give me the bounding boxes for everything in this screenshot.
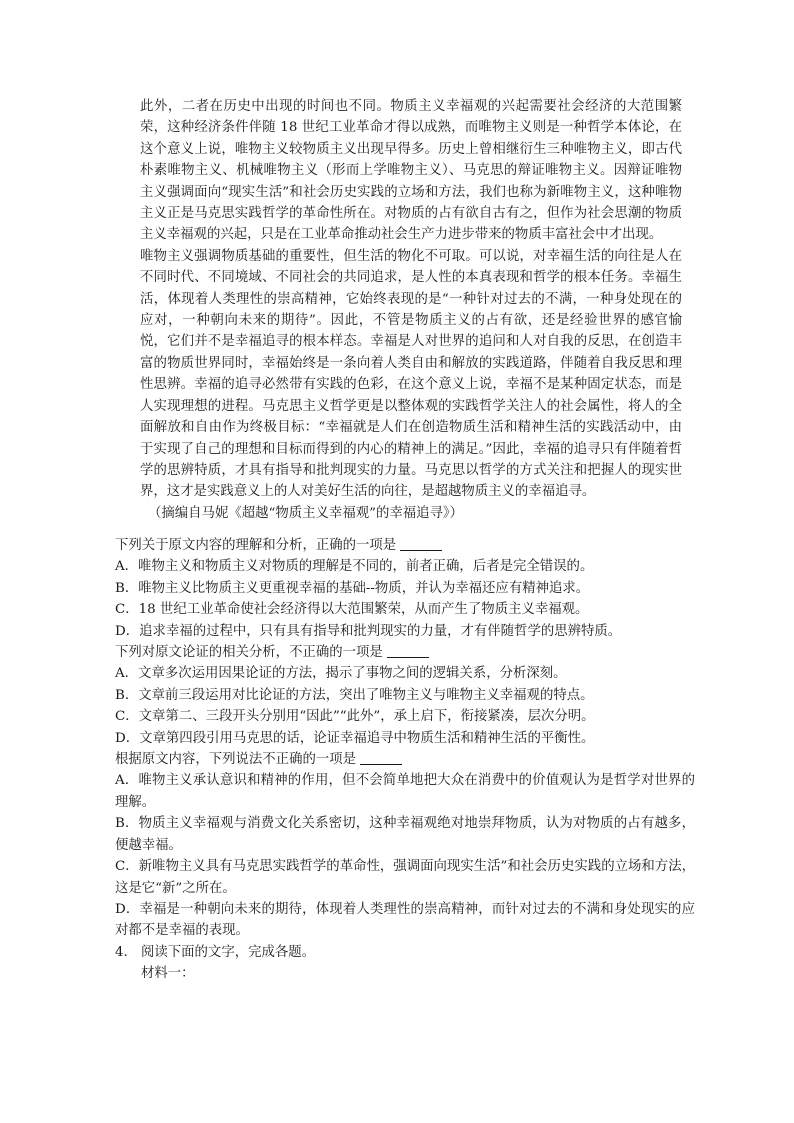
question-1-option-b: B．唯物主义比物质主义更重视幸福的基础--物质，并认为幸福还应有精神追求。: [115, 580, 590, 596]
question-2-option-c: C．文章第二、三段开头分别用“因此”“此外”，承上启下，衔接紧凑，层次分明。: [115, 709, 595, 725]
question-1: [115, 535, 695, 642]
question-3-option-c: C．新唯物主义具有马克思实践哲学的革命性，强调面向现实生活”和社会历史实践的立场和方法，这是它“新”之所在。: [115, 859, 695, 896]
question-3-stem-text: 根据原文内容，下列说法不正确的一项是: [115, 752, 357, 768]
question-2-stem: [115, 642, 695, 663]
question-3-stem: [115, 749, 695, 770]
answer-blank: [400, 536, 442, 551]
question-4-number: 4.: [115, 944, 128, 960]
question-1-option-c: C．18 世纪工业革命使社会经济得以大范围繁荣，从而产生了物质主义幸福观。: [115, 602, 589, 618]
question-2-option-d: D．文章第四段引用马克思的话，论证幸福追寻中物质生活和精神生活的平衡性。: [115, 730, 595, 746]
question-3-option-a: A．唯物主义承认意识和精神的作用，但不会简单地把大众在消费中的价值观认为是哲学对世界的理解。: [115, 773, 695, 810]
passage-source: （摘编自马妮《超越“物质主义幸福观”的幸福追寻》）: [148, 505, 463, 521]
questions: [115, 535, 695, 985]
passage: [140, 96, 682, 524]
question-1-stem-text: 下列关于原文内容的理解和分析，正确的一项是: [115, 538, 397, 553]
question-2-stem-text: 下列对原文论证的相关分析，不正确的一项是: [115, 645, 383, 661]
material-heading: 材料一：: [141, 966, 195, 982]
question-1-stem: [115, 535, 695, 556]
question-1-option-d: D．追求幸福的过程中，只有具有指导和批判现实的力量，才有伴随哲学的思辨特质。: [115, 623, 622, 639]
question-3-option-b: B．物质主义幸福观与消费文化关系密切，这种幸福观绝对地崇拜物质，认为对物质的占有越多，便越幸福。: [115, 816, 695, 853]
question-3-option-d: D．幸福是一种朝向未来的期待，体现着人类理性的崇高精神，而针对过去的不满和身处现实的应对都不是幸福的表现。: [115, 901, 695, 939]
answer-blank: [387, 643, 429, 658]
question-2-option-b: B．文章前三段运用对比论证的方法，突出了唯物主义与唯物主义幸福观的特点。: [115, 687, 594, 703]
passage-paragraph-1: 此外，二者在历史中出现的时间也不同。物质主义幸福观的兴起需要社会经济的大范围繁荣，这种经济条件伴随 18 世纪工业革命才得以成熟，而唯物主义则是一种哲学本体论，在这个意义上说，唯物主义较物质主义出现早得多。历史上曾相继衍生三种唯物主义，即古代朴素唯物主义、机械唯物主义（形而上学唯物主义）、马克思的辩证唯物主义。因辩证唯物主义强调面向“现实生活”和社会历史实践的立场和方法，我们也称为新唯物主义，这种唯物主义正是马克思实践哲学的革命性所在。对物质的占有欲自古有之，但作为社会思潮的物质主义幸福观的兴起，只是在工业革命推动社会生产力进步带来的物质丰富社会中才出现。: [140, 99, 682, 243]
question-4-text: 阅读下面的文字，完成各题。: [141, 944, 316, 960]
answer-blank: [360, 750, 402, 765]
question-3: [115, 749, 695, 942]
passage-paragraph-2: 唯物主义强调物质基础的重要性，但生活的物化不可取。可以说，对幸福生活的向往是人在不同时代、不同境域、不同社会的共同追求，是人性的本真表现和哲学的根本任务。幸福生活，体现着人类理性的崇高精神，它始终表现的是“一种针对过去的不满，一种身处现在的应对，一种朝向未来的期待”。因此，不管是物质主义的占有欲，还是经验世界的感官愉悦，它们并不是幸福追寻的根本样态。幸福是人对世界的追问和人对自我的反思，在创造丰富的物质世界同时，幸福始终是一条向着人类自由和解放的实践道路，伴随着自我反思和理性思辨。幸福的追寻必然带有实践的色彩，在这个意义上说，幸福不是某种固定状态，而是人实现理想的进程。马克思主义哲学更是以整体观的实践哲学关注人的社会属性，将人的全面解放和自由作为终极目标：“幸福就是人们在创造物质生活和精神生活的实践活动中，由于实现了自己的理想和目标而得到的内心的精神上的满足。”因此，幸福的追寻只有伴随着哲学的思辨特质，才具有指导和批判现实的力量。马克思以哲学的方式关注和把握人的现实世界，这才是实践意义上的人对美好生活的向往，是超越物质主义的幸福追寻。: [140, 248, 682, 500]
question-2: [115, 642, 695, 749]
question-2-option-a: A．文章多次运用因果论证的方法，揭示了事物之间的逻辑关系，分析深刻。: [115, 666, 567, 682]
question-4: [115, 942, 695, 963]
question-1-option-a: A．唯物主义和物质主义对物质的理解是不同的，前者正确，后者是完全错误的。: [115, 559, 594, 575]
